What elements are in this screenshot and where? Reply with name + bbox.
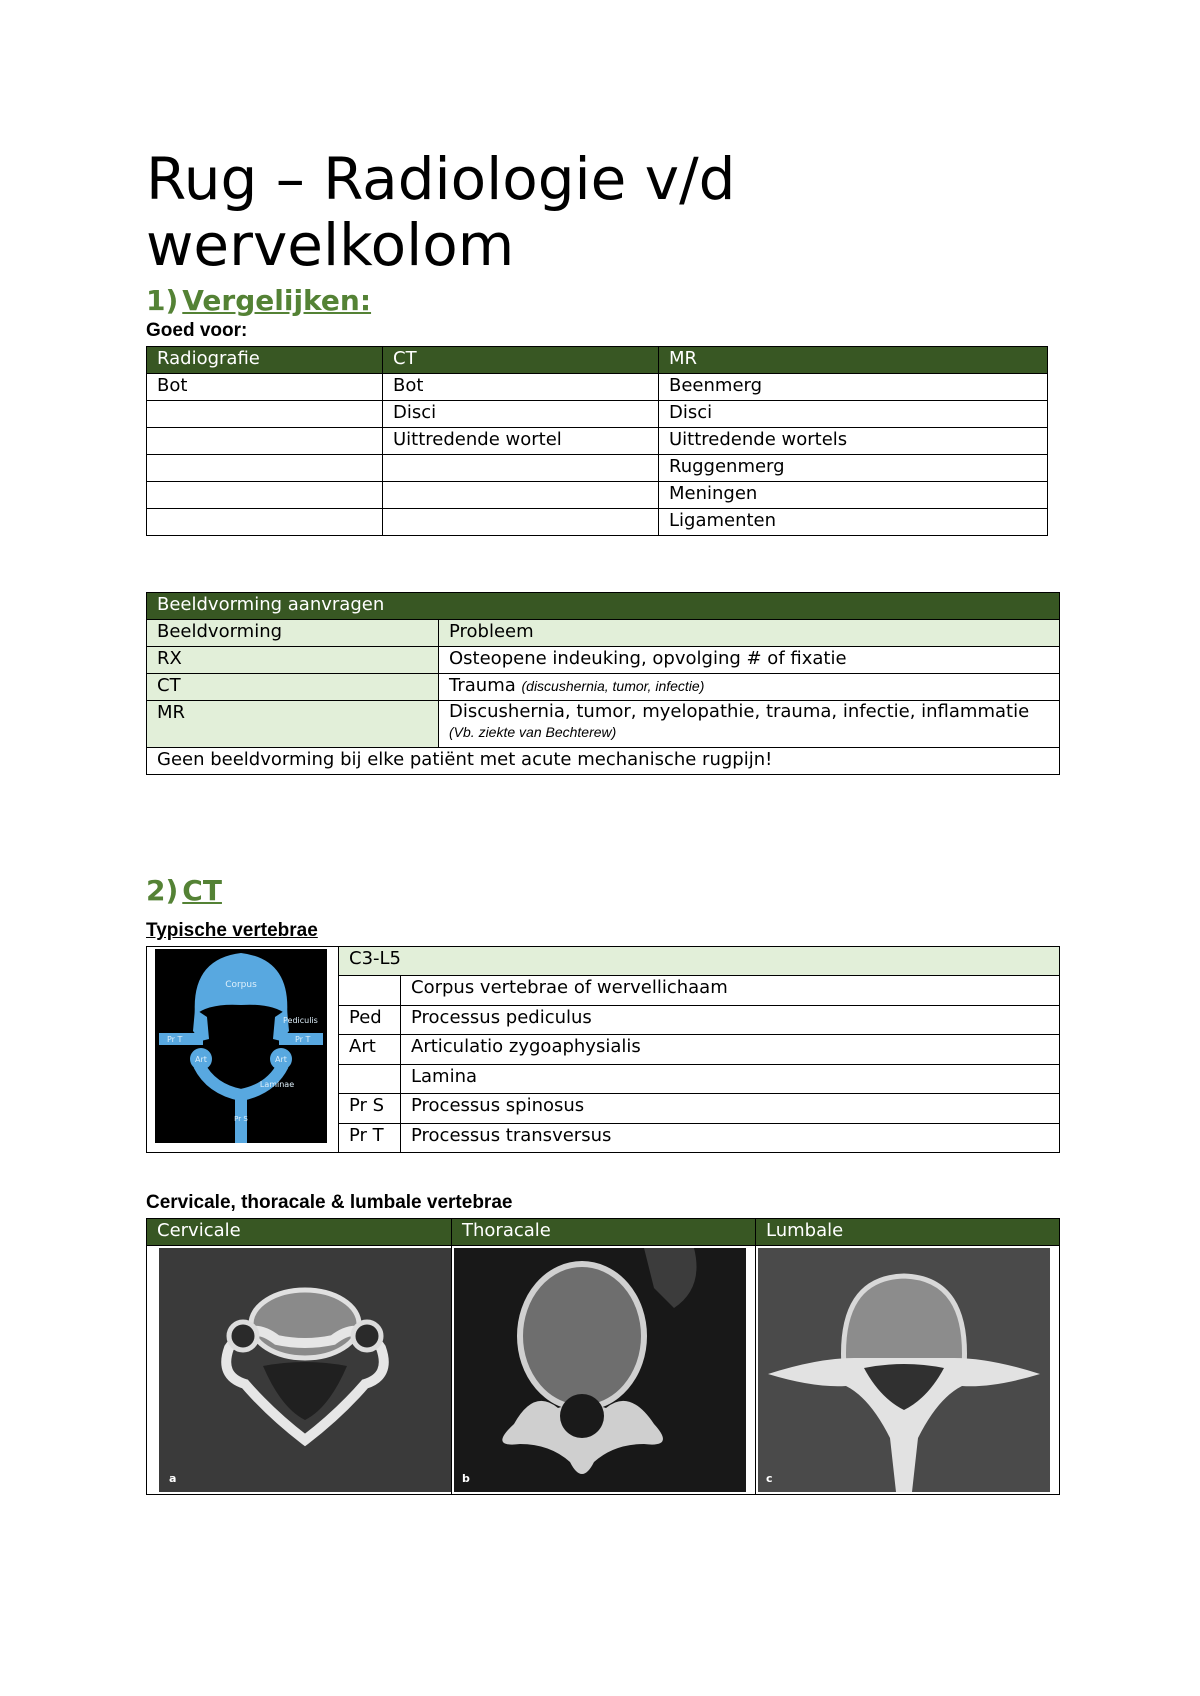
desc-cell: Articulatio zygoaphysialis [401, 1035, 1060, 1064]
section-number: 2) [146, 874, 179, 907]
table-row [147, 674, 1060, 701]
desc-cell: Lamina [401, 1064, 1060, 1093]
table-row [147, 748, 1060, 775]
header-cell: Lumbale [756, 1219, 1060, 1246]
table-cell [383, 482, 659, 509]
ct-scan-lumbale [758, 1248, 1050, 1492]
imaging-title: Beeldvorming aanvragen [147, 593, 1060, 620]
problem-text: Discushernia, tumor, myelopathie, trauma, infectie, inflammatie [449, 701, 1030, 722]
table-cell [147, 428, 383, 455]
abbr-cell: Ped [339, 1005, 401, 1034]
ctl-table [146, 1218, 1060, 1495]
section-heading-ct [146, 874, 222, 907]
table-row [147, 401, 1048, 428]
desc-cell: Processus transversus [401, 1123, 1060, 1152]
diagram-label-art-right: Art [275, 1055, 287, 1064]
diagram-label-lamina: Laminae [259, 1080, 295, 1089]
vertebra-diagram [155, 949, 327, 1143]
table-cell [147, 482, 383, 509]
ctl-vertebrae-label: Cervicale, thoracale & lumbale vertebrae [146, 1192, 513, 1213]
scan-letter: a [169, 1472, 177, 1485]
scan-letter: c [766, 1472, 773, 1485]
problem-note: (Vb. ziekte van Bechterew) [449, 724, 617, 740]
compare-header-row [147, 347, 1048, 374]
table-cell [147, 509, 383, 536]
vertebra-header: C3-L5 [339, 947, 1060, 976]
diagram-label-art-left: Art [195, 1055, 207, 1064]
header-cell: Probleem [439, 620, 1060, 647]
imaging-col-header-row [147, 620, 1060, 647]
problem-cell [439, 674, 1060, 701]
ct-cell-cervicale [147, 1246, 452, 1495]
table-row [147, 647, 1060, 674]
problem-cell [439, 701, 1060, 748]
vertebra-table [146, 946, 1060, 1153]
header-cell: CT [383, 347, 659, 374]
table-cell: Disci [659, 401, 1048, 428]
imaging-request-table [146, 592, 1060, 775]
table-row [147, 455, 1048, 482]
section-title: CT [182, 874, 222, 907]
table-cell [147, 401, 383, 428]
table-row [147, 509, 1048, 536]
compare-table [146, 346, 1048, 536]
problem-text: Trauma [449, 675, 516, 696]
header-cell: MR [659, 347, 1048, 374]
goed-voor-label: Goed voor: [146, 320, 248, 341]
table-cell: Bot [383, 374, 659, 401]
typische-vertebrae-label: Typische vertebrae [146, 920, 318, 941]
diagram-label-corpus: Corpus [225, 980, 257, 990]
table-cell: Meningen [659, 482, 1048, 509]
abbr-cell: Pr S [339, 1094, 401, 1123]
section-heading-vergelijken [146, 284, 371, 317]
table-cell [383, 455, 659, 482]
table-cell: Disci [383, 401, 659, 428]
abbr-cell [339, 1064, 401, 1093]
header-cell: Radiografie [147, 347, 383, 374]
abbr-cell: Art [339, 1035, 401, 1064]
desc-cell: Corpus vertebrae of wervellichaam [401, 976, 1060, 1005]
table-cell [147, 455, 383, 482]
header-cell: Beeldvorming [147, 620, 439, 647]
table-cell: Bot [147, 374, 383, 401]
table-cell: Beenmerg [659, 374, 1048, 401]
section-title: Vergelijken: [182, 284, 372, 317]
imaging-title-row [147, 593, 1060, 620]
ct-scan-thoracale [454, 1248, 746, 1492]
problem-cell: Osteopene indeuking, opvolging # of fixatie [439, 647, 1060, 674]
table-cell [383, 509, 659, 536]
table-cell: Uittredende wortels [659, 428, 1048, 455]
vertebra-diagram-cell [147, 947, 339, 1153]
ct-scan-cervicale [159, 1248, 451, 1492]
section-number: 1) [146, 284, 179, 317]
header-cell: Cervicale [147, 1219, 452, 1246]
problem-note: (discushernia, tumor, infectie) [521, 678, 705, 694]
ctl-header-row [147, 1219, 1060, 1246]
ct-cell-lumbale [756, 1246, 1060, 1495]
table-cell: Ligamenten [659, 509, 1048, 536]
ct-cell-thoracale [452, 1246, 756, 1495]
modality-cell: RX [147, 647, 439, 674]
page-title: Rug – Radiologie v/d wervelkolom [146, 145, 736, 279]
modality-cell: MR [147, 701, 439, 748]
table-row [147, 374, 1048, 401]
desc-cell: Processus pediculus [401, 1005, 1060, 1034]
ctl-image-row [147, 1246, 1060, 1495]
table-row [147, 428, 1048, 455]
table-cell: Ruggenmerg [659, 455, 1048, 482]
table-row [147, 482, 1048, 509]
diagram-label-prs: Pr S [234, 1115, 248, 1123]
diagram-label-pediculus: Pediculis [283, 1016, 318, 1025]
table-cell: Uittredende wortel [383, 428, 659, 455]
imaging-footer: Geen beeldvorming bij elke patiënt met acute mechanische rugpijn! [147, 748, 1060, 775]
abbr-cell: Pr T [339, 1123, 401, 1152]
modality-cell: CT [147, 674, 439, 701]
scan-letter: b [462, 1472, 470, 1485]
diagram-label-prt-left: Pr T [167, 1035, 183, 1044]
diagram-label-prt-right: Pr T [295, 1035, 311, 1044]
table-row [147, 701, 1060, 748]
desc-cell: Processus spinosus [401, 1094, 1060, 1123]
abbr-cell [339, 976, 401, 1005]
header-cell: Thoracale [452, 1219, 756, 1246]
